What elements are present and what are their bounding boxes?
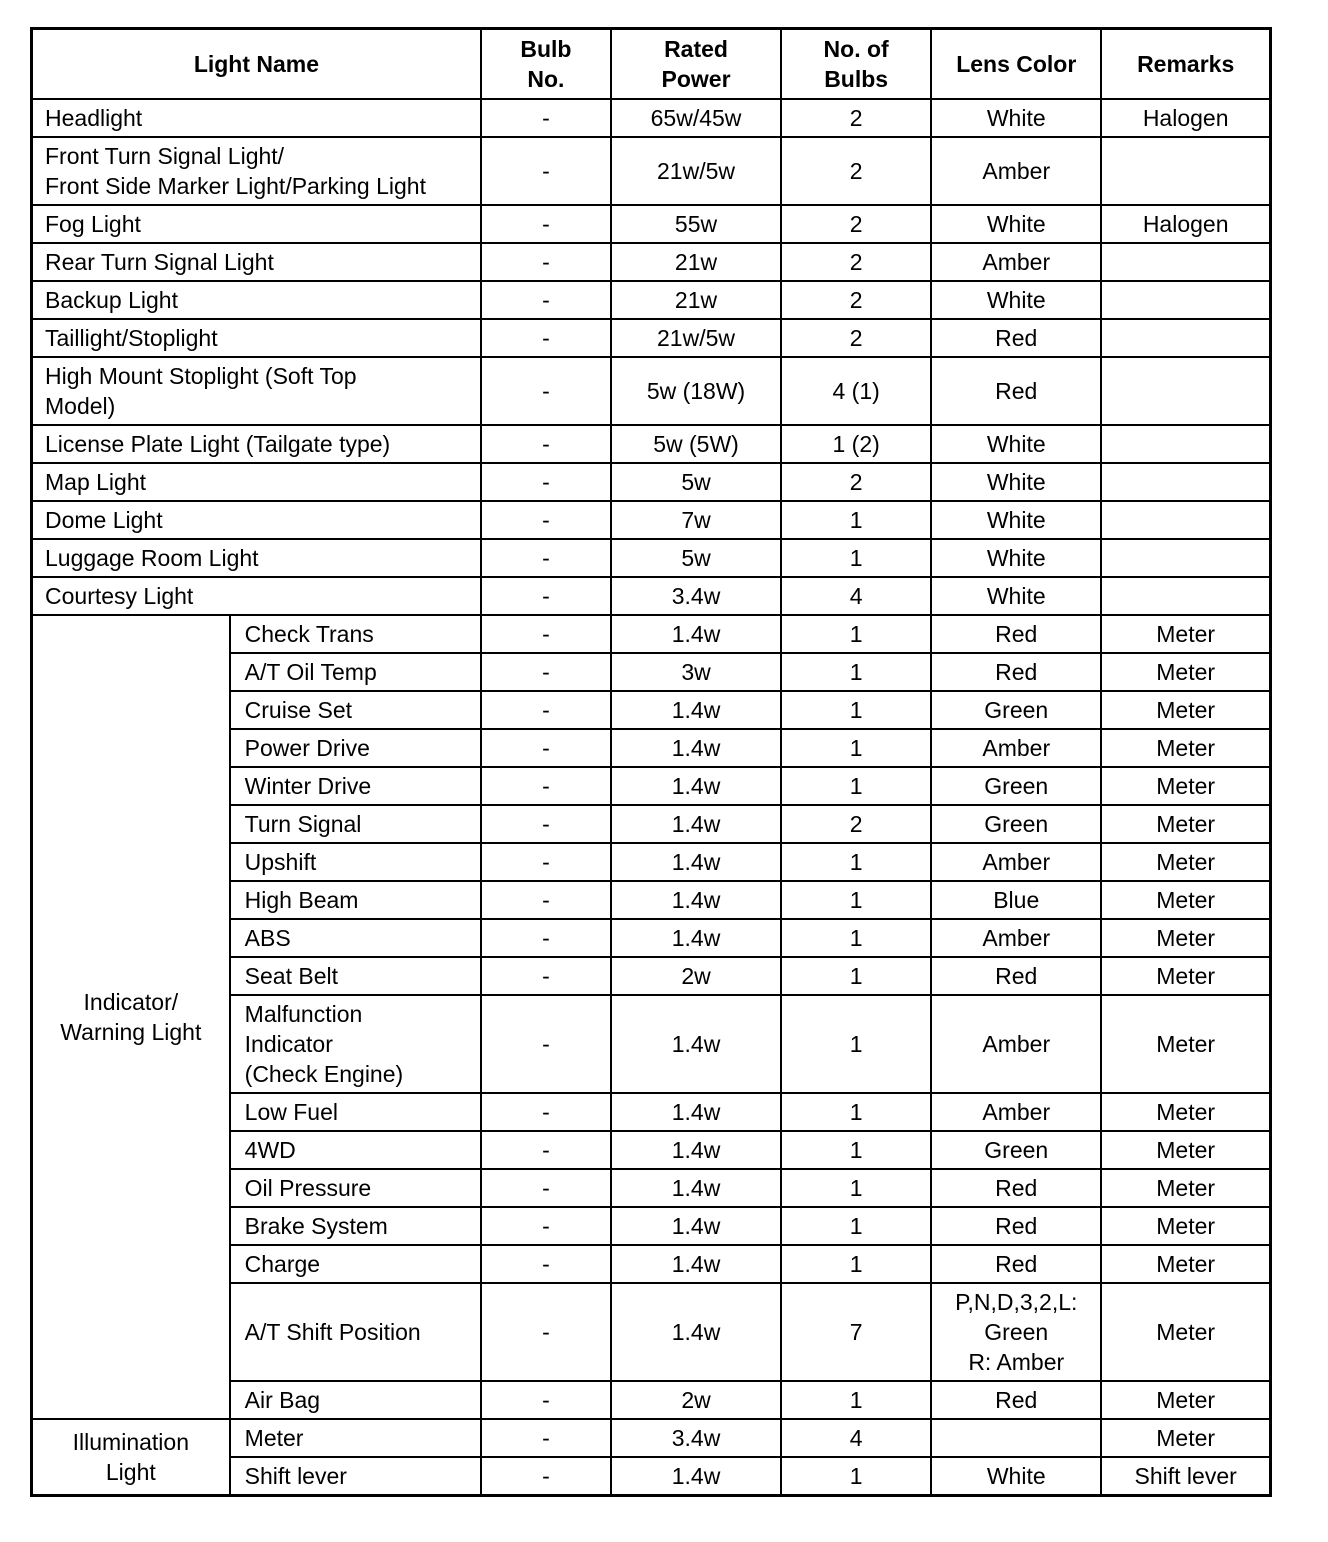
- light-name-cell: High Beam: [230, 881, 481, 919]
- lens-color-cell: Red: [931, 957, 1101, 995]
- header-no-of-bulbs: No. of Bulbs: [781, 29, 931, 100]
- light-name-cell: Shift lever: [230, 1457, 481, 1496]
- rated-power-cell: 3.4w: [611, 577, 781, 615]
- table-row: [32, 319, 1271, 357]
- rated-power-cell: 21w/5w: [611, 137, 781, 205]
- remarks-cell: Meter: [1101, 1245, 1270, 1283]
- lens-color-cell: Blue: [931, 881, 1101, 919]
- lens-color-cell: Green: [931, 691, 1101, 729]
- remarks-cell: Meter: [1101, 1093, 1270, 1131]
- bulb-count-cell: 1: [781, 1131, 931, 1169]
- bulb-no-cell: -: [481, 205, 611, 243]
- light-name-cell: Winter Drive: [230, 767, 481, 805]
- light-name-cell: ABS: [230, 919, 481, 957]
- bulb-no-cell: -: [481, 539, 611, 577]
- lens-color-cell: Red: [931, 615, 1101, 653]
- light-name-cell: Dome Light: [32, 501, 481, 539]
- light-name-cell: High Mount Stoplight (Soft Top Model): [32, 357, 481, 425]
- bulb-no-cell: -: [481, 767, 611, 805]
- light-name-cell: Check Trans: [230, 615, 481, 653]
- rated-power-cell: 1.4w: [611, 805, 781, 843]
- remarks-cell: Meter: [1101, 691, 1270, 729]
- bulb-no-cell: -: [481, 729, 611, 767]
- remarks-cell: Meter: [1101, 1381, 1270, 1419]
- remarks-cell: [1101, 243, 1270, 281]
- lens-color-cell: [931, 1419, 1101, 1457]
- indicator-warning-group-label: Indicator/ Warning Light: [32, 615, 230, 1419]
- header-remarks: Remarks: [1101, 29, 1270, 100]
- lens-color-cell: Green: [931, 1131, 1101, 1169]
- remarks-cell: Meter: [1101, 919, 1270, 957]
- light-name-cell: Taillight/Stoplight: [32, 319, 481, 357]
- table-row: [32, 1419, 1271, 1457]
- light-name-cell: 4WD: [230, 1131, 481, 1169]
- remarks-cell: [1101, 577, 1270, 615]
- rated-power-cell: 7w: [611, 501, 781, 539]
- rated-power-cell: 1.4w: [611, 1207, 781, 1245]
- remarks-cell: [1101, 281, 1270, 319]
- remarks-cell: Shift lever: [1101, 1457, 1270, 1496]
- rated-power-cell: 21w: [611, 243, 781, 281]
- bulb-count-cell: 1: [781, 539, 931, 577]
- light-name-cell: License Plate Light (Tailgate type): [32, 425, 481, 463]
- table-row: [32, 243, 1271, 281]
- bulb-count-cell: 2: [781, 805, 931, 843]
- lens-color-cell: White: [931, 425, 1101, 463]
- remarks-cell: Meter: [1101, 805, 1270, 843]
- light-name-cell: A/T Oil Temp: [230, 653, 481, 691]
- table-row: [32, 577, 1271, 615]
- bulb-count-cell: 1: [781, 615, 931, 653]
- remarks-cell: [1101, 539, 1270, 577]
- bulb-no-cell: -: [481, 995, 611, 1093]
- light-name-cell: Rear Turn Signal Light: [32, 243, 481, 281]
- bulb-count-cell: 4: [781, 577, 931, 615]
- header-bulb-no: Bulb No.: [481, 29, 611, 100]
- remarks-cell: Meter: [1101, 995, 1270, 1093]
- lens-color-cell: White: [931, 281, 1101, 319]
- remarks-cell: Meter: [1101, 767, 1270, 805]
- bulb-count-cell: 2: [781, 137, 931, 205]
- remarks-cell: Halogen: [1101, 99, 1270, 137]
- bulb-no-cell: -: [481, 425, 611, 463]
- light-name-cell: Air Bag: [230, 1381, 481, 1419]
- bulb-count-cell: 2: [781, 99, 931, 137]
- bulb-count-cell: 4: [781, 1419, 931, 1457]
- remarks-cell: [1101, 425, 1270, 463]
- lens-color-cell: Red: [931, 1169, 1101, 1207]
- table-row: [32, 205, 1271, 243]
- rated-power-cell: 21w/5w: [611, 319, 781, 357]
- bulb-count-cell: 1: [781, 653, 931, 691]
- remarks-cell: Meter: [1101, 1283, 1270, 1381]
- bulb-count-cell: 1: [781, 691, 931, 729]
- light-name-cell: Power Drive: [230, 729, 481, 767]
- header-light-name: Light Name: [32, 29, 481, 100]
- light-name-cell: Brake System: [230, 1207, 481, 1245]
- bulb-no-cell: -: [481, 1245, 611, 1283]
- rated-power-cell: 21w: [611, 281, 781, 319]
- bulb-no-cell: -: [481, 1419, 611, 1457]
- bulb-no-cell: -: [481, 577, 611, 615]
- light-name-cell: Luggage Room Light: [32, 539, 481, 577]
- bulb-no-cell: -: [481, 1131, 611, 1169]
- light-name-cell: Turn Signal: [230, 805, 481, 843]
- rated-power-cell: 3.4w: [611, 1419, 781, 1457]
- bulb-count-cell: 2: [781, 243, 931, 281]
- light-name-cell: Charge: [230, 1245, 481, 1283]
- remarks-cell: Meter: [1101, 1169, 1270, 1207]
- header-row: [32, 29, 1271, 100]
- rated-power-cell: 1.4w: [611, 767, 781, 805]
- rated-power-cell: 1.4w: [611, 881, 781, 919]
- bulb-no-cell: -: [481, 691, 611, 729]
- rated-power-cell: 1.4w: [611, 691, 781, 729]
- rated-power-cell: 2w: [611, 957, 781, 995]
- lens-color-cell: Amber: [931, 1093, 1101, 1131]
- table-body: [32, 99, 1271, 1496]
- light-name-cell: Front Turn Signal Light/ Front Side Marker Light/Parking Light: [32, 137, 481, 205]
- lens-color-cell: White: [931, 1457, 1101, 1496]
- bulb-no-cell: -: [481, 357, 611, 425]
- bulb-no-cell: -: [481, 1457, 611, 1496]
- rated-power-cell: 1.4w: [611, 615, 781, 653]
- remarks-cell: [1101, 501, 1270, 539]
- rated-power-cell: 1.4w: [611, 843, 781, 881]
- lens-color-cell: Red: [931, 1245, 1101, 1283]
- light-name-cell: Courtesy Light: [32, 577, 481, 615]
- lens-color-cell: Red: [931, 319, 1101, 357]
- table-row: [32, 281, 1271, 319]
- rated-power-cell: 5w: [611, 539, 781, 577]
- rated-power-cell: 1.4w: [611, 1169, 781, 1207]
- remarks-cell: Meter: [1101, 843, 1270, 881]
- remarks-cell: Meter: [1101, 1207, 1270, 1245]
- bulb-no-cell: -: [481, 919, 611, 957]
- bulb-count-cell: 1: [781, 729, 931, 767]
- bulb-count-cell: 1: [781, 919, 931, 957]
- bulb-count-cell: 2: [781, 463, 931, 501]
- table-row: [32, 425, 1271, 463]
- bulb-count-cell: 1: [781, 1457, 931, 1496]
- bulb-count-cell: 7: [781, 1283, 931, 1381]
- rated-power-cell: 2w: [611, 1381, 781, 1419]
- bulb-no-cell: -: [481, 137, 611, 205]
- remarks-cell: [1101, 137, 1270, 205]
- bulb-no-cell: -: [481, 653, 611, 691]
- bulb-no-cell: -: [481, 957, 611, 995]
- rated-power-cell: 1.4w: [611, 1283, 781, 1381]
- bulb-no-cell: -: [481, 281, 611, 319]
- lens-color-cell: Amber: [931, 243, 1101, 281]
- table-row: [32, 99, 1271, 137]
- remarks-cell: Meter: [1101, 729, 1270, 767]
- lens-color-cell: Green: [931, 767, 1101, 805]
- lens-color-cell: Green: [931, 805, 1101, 843]
- table-row: [32, 501, 1271, 539]
- bulb-count-cell: 1: [781, 843, 931, 881]
- lens-color-cell: White: [931, 577, 1101, 615]
- bulb-no-cell: -: [481, 843, 611, 881]
- light-name-cell: Low Fuel: [230, 1093, 481, 1131]
- lens-color-cell: White: [931, 99, 1101, 137]
- light-name-cell: Backup Light: [32, 281, 481, 319]
- rated-power-cell: 5w: [611, 463, 781, 501]
- light-name-cell: Upshift: [230, 843, 481, 881]
- bulb-no-cell: -: [481, 1207, 611, 1245]
- bulb-no-cell: -: [481, 501, 611, 539]
- rated-power-cell: 1.4w: [611, 1131, 781, 1169]
- lens-color-cell: Red: [931, 653, 1101, 691]
- bulb-no-cell: -: [481, 1283, 611, 1381]
- bulb-count-cell: 4 (1): [781, 357, 931, 425]
- rated-power-cell: 1.4w: [611, 1457, 781, 1496]
- bulb-no-cell: -: [481, 463, 611, 501]
- lens-color-cell: Amber: [931, 843, 1101, 881]
- lens-color-cell: Amber: [931, 729, 1101, 767]
- rated-power-cell: 3w: [611, 653, 781, 691]
- header-lens-color: Lens Color: [931, 29, 1101, 100]
- lens-color-cell: P,N,D,3,2,L: Green R: Amber: [931, 1283, 1101, 1381]
- remarks-cell: Halogen: [1101, 205, 1270, 243]
- bulb-count-cell: 1: [781, 501, 931, 539]
- light-name-cell: A/T Shift Position: [230, 1283, 481, 1381]
- rated-power-cell: 65w/45w: [611, 99, 781, 137]
- lens-color-cell: White: [931, 539, 1101, 577]
- lens-color-cell: White: [931, 463, 1101, 501]
- remarks-cell: Meter: [1101, 1131, 1270, 1169]
- rated-power-cell: 55w: [611, 205, 781, 243]
- bulb-count-cell: 1: [781, 957, 931, 995]
- light-name-cell: Meter: [230, 1419, 481, 1457]
- remarks-cell: [1101, 357, 1270, 425]
- table-row: [32, 463, 1271, 501]
- remarks-cell: [1101, 463, 1270, 501]
- bulb-count-cell: 2: [781, 319, 931, 357]
- bulb-count-cell: 2: [781, 281, 931, 319]
- table-row: [32, 615, 1271, 653]
- illumination-group-label: Illumination Light: [32, 1419, 230, 1496]
- table-row: [32, 137, 1271, 205]
- remarks-cell: Meter: [1101, 615, 1270, 653]
- rated-power-cell: 1.4w: [611, 1245, 781, 1283]
- bulb-no-cell: -: [481, 805, 611, 843]
- light-name-cell: Seat Belt: [230, 957, 481, 995]
- bulb-no-cell: -: [481, 615, 611, 653]
- light-name-cell: Headlight: [32, 99, 481, 137]
- bulb-count-cell: 1: [781, 1169, 931, 1207]
- remarks-cell: Meter: [1101, 653, 1270, 691]
- lens-color-cell: Red: [931, 1207, 1101, 1245]
- light-name-cell: Fog Light: [32, 205, 481, 243]
- rated-power-cell: 1.4w: [611, 919, 781, 957]
- lens-color-cell: White: [931, 501, 1101, 539]
- remarks-cell: Meter: [1101, 881, 1270, 919]
- lens-color-cell: Amber: [931, 919, 1101, 957]
- bulb-count-cell: 1: [781, 1245, 931, 1283]
- table-row: [32, 357, 1271, 425]
- bulb-specification-table: [30, 27, 1272, 1497]
- remarks-cell: Meter: [1101, 1419, 1270, 1457]
- bulb-count-cell: 1 (2): [781, 425, 931, 463]
- rated-power-cell: 1.4w: [611, 995, 781, 1093]
- bulb-count-cell: 1: [781, 1381, 931, 1419]
- header-rated-power: Rated Power: [611, 29, 781, 100]
- bulb-count-cell: 1: [781, 1093, 931, 1131]
- rated-power-cell: 5w (18W): [611, 357, 781, 425]
- table-row: [32, 539, 1271, 577]
- light-name-cell: Oil Pressure: [230, 1169, 481, 1207]
- bulb-count-cell: 1: [781, 1207, 931, 1245]
- lens-color-cell: Red: [931, 357, 1101, 425]
- lens-color-cell: Amber: [931, 995, 1101, 1093]
- lens-color-cell: Red: [931, 1381, 1101, 1419]
- rated-power-cell: 1.4w: [611, 729, 781, 767]
- bulb-count-cell: 1: [781, 881, 931, 919]
- light-name-cell: Cruise Set: [230, 691, 481, 729]
- bulb-no-cell: -: [481, 1169, 611, 1207]
- bulb-no-cell: -: [481, 1381, 611, 1419]
- bulb-no-cell: -: [481, 99, 611, 137]
- lens-color-cell: Amber: [931, 137, 1101, 205]
- bulb-no-cell: -: [481, 319, 611, 357]
- light-name-cell: Map Light: [32, 463, 481, 501]
- bulb-no-cell: -: [481, 1093, 611, 1131]
- bulb-no-cell: -: [481, 243, 611, 281]
- lens-color-cell: White: [931, 205, 1101, 243]
- light-name-cell: Malfunction Indicator (Check Engine): [230, 995, 481, 1093]
- bulb-count-cell: 2: [781, 205, 931, 243]
- rated-power-cell: 5w (5W): [611, 425, 781, 463]
- bulb-count-cell: 1: [781, 995, 931, 1093]
- remarks-cell: [1101, 319, 1270, 357]
- bulb-no-cell: -: [481, 881, 611, 919]
- rated-power-cell: 1.4w: [611, 1093, 781, 1131]
- remarks-cell: Meter: [1101, 957, 1270, 995]
- bulb-count-cell: 1: [781, 767, 931, 805]
